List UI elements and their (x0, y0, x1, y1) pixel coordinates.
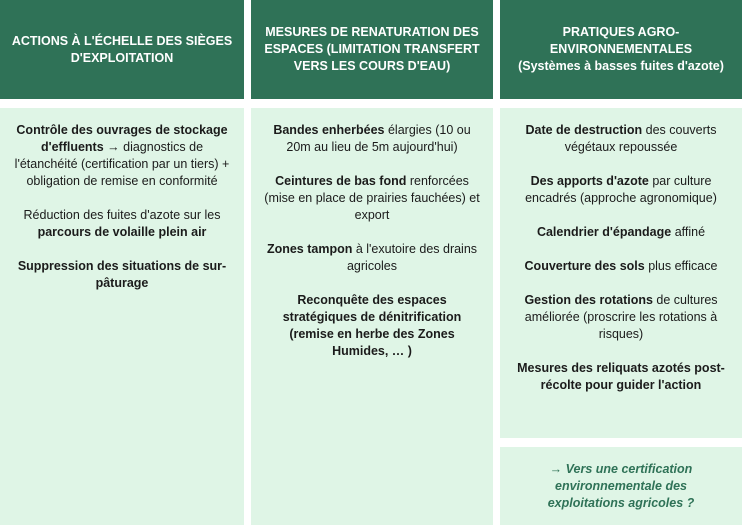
list-item: Date de destruction des couverts végétaux repoussée (525, 123, 717, 154)
list-item: Reconquête des espaces stratégiques de dénitrification (remise en herbe des Zones Humides, … ) (282, 293, 462, 358)
column-body (0, 108, 244, 525)
list-item: Couverture des sols plus efficace (524, 259, 718, 273)
column-renaturation (251, 0, 493, 358)
list-item: Contrôle des ouvrages de stockage d'effluents → diagnostics de l'étanchéité (certification par un tiers) + obligation de remise en conformité (14, 123, 230, 188)
list-item: Bandes enherbées élargies (10 ou 20m au lieu de 5m aujourd'hui) (273, 123, 471, 154)
column-header: MESURES DE RENATURATION DES ESPACES (LIMITATION TRANSFERT VERS LES COURS D'EAU) (251, 0, 493, 99)
column-header: ACTIONS À L'ÉCHELLE DES SIÈGES D'EXPLOITATION (0, 0, 244, 99)
column-header: PRATIQUES AGRO-ENVIRONNEMENTALES (Systèmes à basses fuites d'azote) (500, 0, 742, 99)
column-actions-sieges (0, 0, 244, 290)
list-item: Des apports d'azote par culture encadrés (approche agronomique) (525, 174, 717, 205)
list-item: Mesures des reliquats azotés post-récolte pour guider l'action (517, 361, 725, 392)
certification-footer: → Vers une certification environnementale des exploitations agricoles ? (500, 447, 742, 525)
column-body (500, 108, 742, 438)
list-item: Réduction des fuites d'azote sur les parcours de volaille plein air (23, 208, 221, 239)
list-item: Ceintures de bas fond renforcées (mise en place de prairies fauchées) et export (264, 174, 480, 222)
list-item: Gestion des rotations de cultures améliorée (proscrire les rotations à risques) (524, 293, 718, 341)
list-item: Zones tampon à l'exutoire des drains agricoles (266, 242, 478, 273)
column-pratiques-agro (500, 0, 742, 510)
list-item: Suppression des situations de sur-pâturage (17, 259, 227, 290)
column-header-subtitle: (Systèmes à basses fuites d'azote) (518, 59, 724, 73)
column-body (251, 108, 493, 525)
list-item: Calendrier d'épandage affiné (536, 225, 706, 239)
